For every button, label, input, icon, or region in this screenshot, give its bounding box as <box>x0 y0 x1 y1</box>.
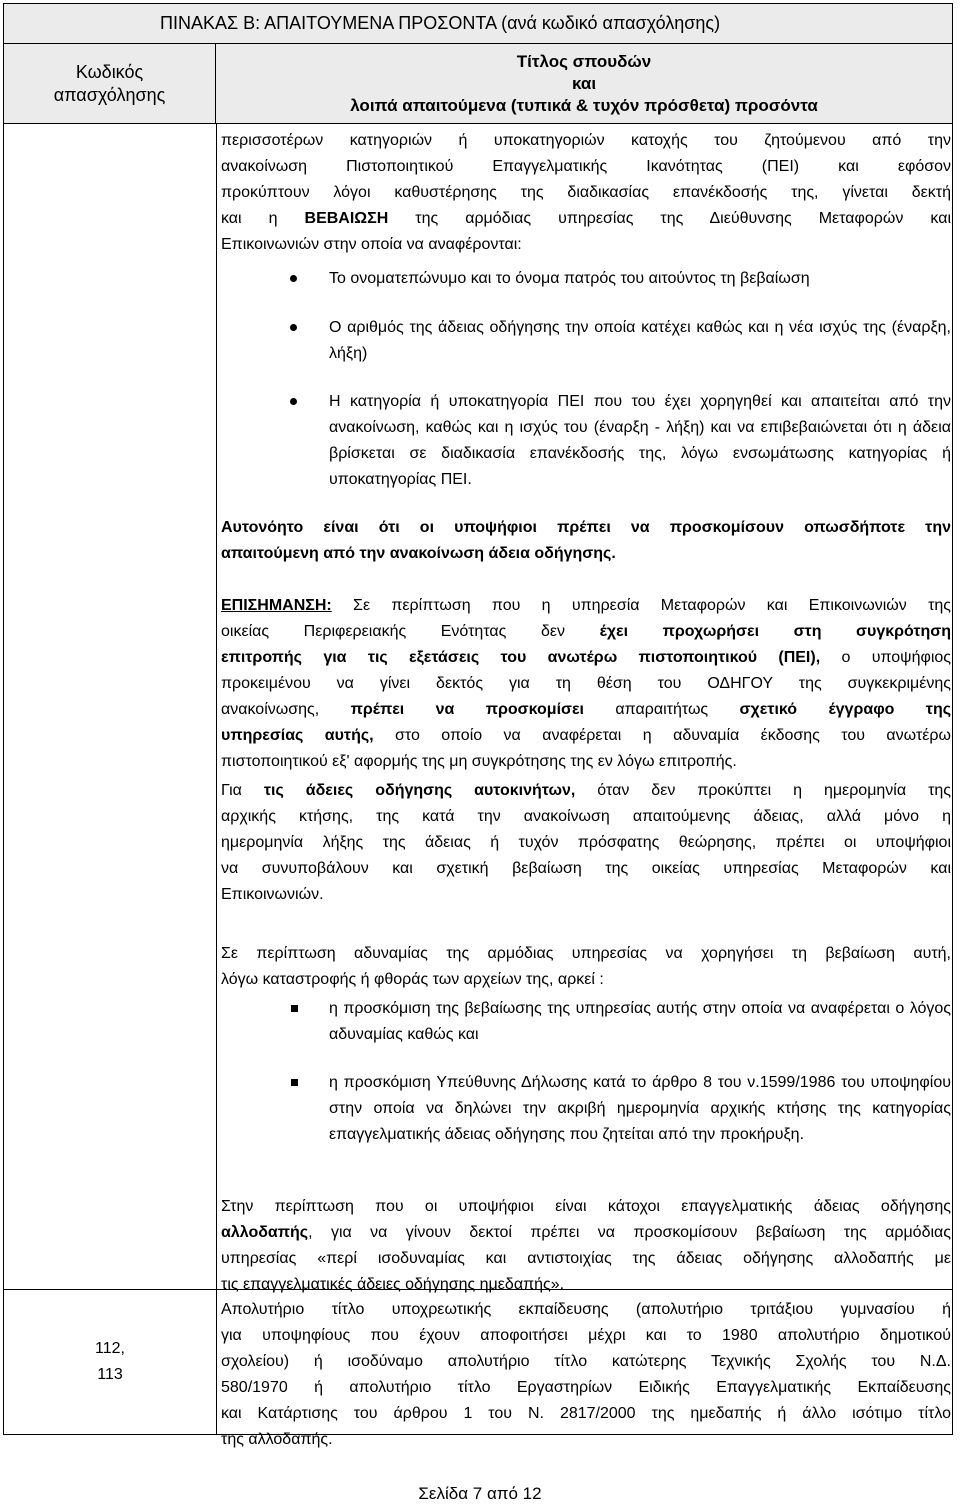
bold-note-line: Αυτονόητο είναι ότι οι υποψήφιοι πρέπει να προσκομίσουν οπωσδήποτε την <box>221 519 951 536</box>
notice-line: πιστοποιητικού εξ' αφορμής της μη συγκρότησης της εν λόγω επιτροπής. <box>221 753 737 770</box>
bullet-item: Ο αριθμός της άδειας οδήγησης την οποία κατέχει καθώς και η νέα ισχύς της (έναρξη, λήξη) <box>329 319 951 362</box>
foreign-line: αλλοδαπής, για να γίνουν δεκτοί πρέπει να προσκομίσουν βεβαίωση της αρμόδιας <box>221 1224 951 1241</box>
notice-line: ΕΠΙΣΗΜΑΝΣΗ: Σε περίπτωση που η υπηρεσία Μεταφορών και Επικοινωνιών της <box>221 597 951 614</box>
row2-line: και Κατάρτισης του άρθρου 1 του Ν. 2817/2000 της ημεδαπής ή άλλο ισότιμο τίτλο <box>221 1405 951 1422</box>
bold-note-line: απαιτούμενη από την ανακοίνωση άδεια οδήγησης. <box>221 545 616 562</box>
square-bullet-icon <box>291 1079 298 1086</box>
bullet-item: Το ονοματεπώνυμο και το όνομα πατρός του αιτούντος τη βεβαίωση <box>329 270 810 287</box>
row-code-112-113: 112, 113 <box>95 1340 125 1383</box>
table-title-row <box>4 4 952 44</box>
notice-line: ανακοίνωσης, πρέπει να προσκομίσει απαραιτήτως σχετικό έγγραφο της <box>221 701 952 718</box>
foreign-line: Στην περίπτωση που οι υποψήφιοι είναι κάτοχοι επαγγελματικής άδειας οδήγησης <box>221 1198 951 1215</box>
square-item: η προσκόμιση της βεβαίωσης της υπηρεσίας αυτής στην οποία να αναφέρεται ο λόγος αδυναμίας καθώς και <box>329 1000 951 1043</box>
bullet-dot-icon <box>290 398 297 405</box>
bullet-dot-icon <box>290 324 297 331</box>
column-divider <box>216 124 217 1434</box>
table-title: ΠΙΝΑΚΑΣ Β: ΑΠΑΙΤΟΥΜΕΝΑ ΠΡΟΣΟΝΤΑ (ανά κωδικό απασχόλησης) <box>160 13 721 33</box>
p1-line: και η ΒΕΒΑΙΩΣΗ της αρμόδιας υπηρεσίας της Διεύθυνσης Μεταφορών και <box>221 210 951 227</box>
foreign-line: υπηρεσίας «περί ισοδυναμίας και αντιστοιχίας της άδειας οδήγησης αλλοδαπής με <box>221 1250 951 1267</box>
inability-line: Σε περίπτωση αδυναμίας της αρμόδιας υπηρεσίας να χορηγήσει τη βεβαίωση αυτή, <box>221 945 951 962</box>
square-item: η προσκόμιση Υπεύθυνης Δήλωσης κατά το άρθρο 8 του ν.1599/1986 του υποψηφίου στην οποία να δηλώνει την ακριβή ημερομηνία αρχικής κτήσης της κατηγορίας επαγγελματικής άδειας οδήγησης που ζητείται από την προκήρυξη. <box>329 1074 951 1143</box>
bullet-dot-icon <box>290 275 297 282</box>
square-bullet-icon <box>291 1005 298 1012</box>
header-qualifications-column: Τίτλος σπουδών και λοιπά απαιτούμενα (τυπικά & τυχόν πρόσθετα) προσόντα <box>350 51 818 115</box>
notice-label: ΕΠΙΣΗΜΑΝΣΗ: <box>221 597 332 614</box>
p1-line: ανακοίνωση Πιστοποιητικού Επαγγελματικής Ικανότητας (ΠΕΙ) και εφόσον <box>221 158 951 175</box>
table-header-row <box>4 44 952 124</box>
inability-line: λόγω καταστροφής ή φθοράς των αρχείων της, αρκεί : <box>221 971 604 988</box>
p1-line: προκύπτουν λόγοι καθυστέρησης της διαδικασίας επανέκδοσής της, γίνεται δεκτή <box>221 184 951 201</box>
row2-line: σχολείου) ή ισοδύναμο απολυτήριο τίτλο κατώτερης Τεχνικής Σχολής του Ν.Δ. <box>221 1353 951 1370</box>
notice-line: προκειμένου να γίνει δεκτός για τη θέση του ΟΔΗΓΟΥ της συγκεκριμένης <box>221 675 951 692</box>
notice-line: επιτροπής για τις εξετάσεις του ανωτέρω πιστοποιητικού (ΠΕΙ), ο υποψήφιος <box>221 649 952 666</box>
foreign-line: τις επαγγελματικές άδειες οδήγησης ημεδαπής». <box>221 1276 565 1293</box>
row2-line: της αλλοδαπής. <box>221 1431 333 1448</box>
bold-certificate: ΒΕΒΑΙΩΣΗ <box>304 210 389 227</box>
cars-line: Επικοινωνιών. <box>221 886 324 903</box>
page-number: Σελίδα 7 από 12 <box>418 1484 542 1503</box>
row2-line: για υποψηφίους που έχουν αποφοιτήσει μέχρι και το 1980 απολυτήριο δημοτικού <box>221 1327 951 1344</box>
cars-line: να συνυποβάλουν και σχετική βεβαίωση της οικείας υπηρεσίας Μεταφορών και <box>221 860 951 877</box>
p1-line: Επικοινωνιών στην οποία να αναφέρονται: <box>221 236 522 253</box>
p1-line: περισσοτέρων κατηγοριών ή υποκατηγοριών κατοχής του ζητούμενου από την <box>221 132 951 149</box>
cars-line: Για τις άδειες οδήγησης αυτοκινήτων, όταν δεν προκύπτει η ημερομηνία της <box>221 782 951 799</box>
cars-line: ημερομηνία λήξης της άδειας ή τυχόν πρόσφατης θεώρησης, πρέπει οι υποψήφιοι <box>221 834 951 851</box>
bullet-item: Η κατηγορία ή υποκατηγορία ΠΕΙ που του έχει χορηγηθεί και απαιτείται από την ανακοίνωση, καθώς και η ισχύς του (έναρξη - λήξη) και να επιβεβαιώνεται ότι η άδεια βρίσκεται σε διαδικασία επανέκδοσής της, λόγω ενσωμάτωσης κατηγορίας ή υποκατηγορίας ΠΕΙ. <box>329 393 951 488</box>
notice-line: υπηρεσίας αυτής, στο οποίο να αναφέρεται η αδυναμία έκδοσης του ανωτέρω <box>221 727 951 744</box>
notice-line: οικείας Περιφερειακής Ενότητας δεν έχει προχωρήσει στη συγκρότηση <box>221 623 951 640</box>
row2-line: Απολυτήριο τίτλο υποχρεωτικής εκπαίδευσης (απολυτήριο τριτάξιου γυμνασίου ή <box>221 1301 951 1318</box>
header-code-column: Κωδικός απασχόλησης <box>4 44 216 123</box>
cars-line: αρχικής κτήσης, της κατά την ανακοίνωση απαιτούμενης άδειας, αλλά μόνο η <box>221 808 951 825</box>
row2-line: 580/1970 ή απολυτήριο τίτλο Εργαστηρίων Ειδικής Επαγγελματικής Εκπαίδευσης <box>221 1379 951 1396</box>
